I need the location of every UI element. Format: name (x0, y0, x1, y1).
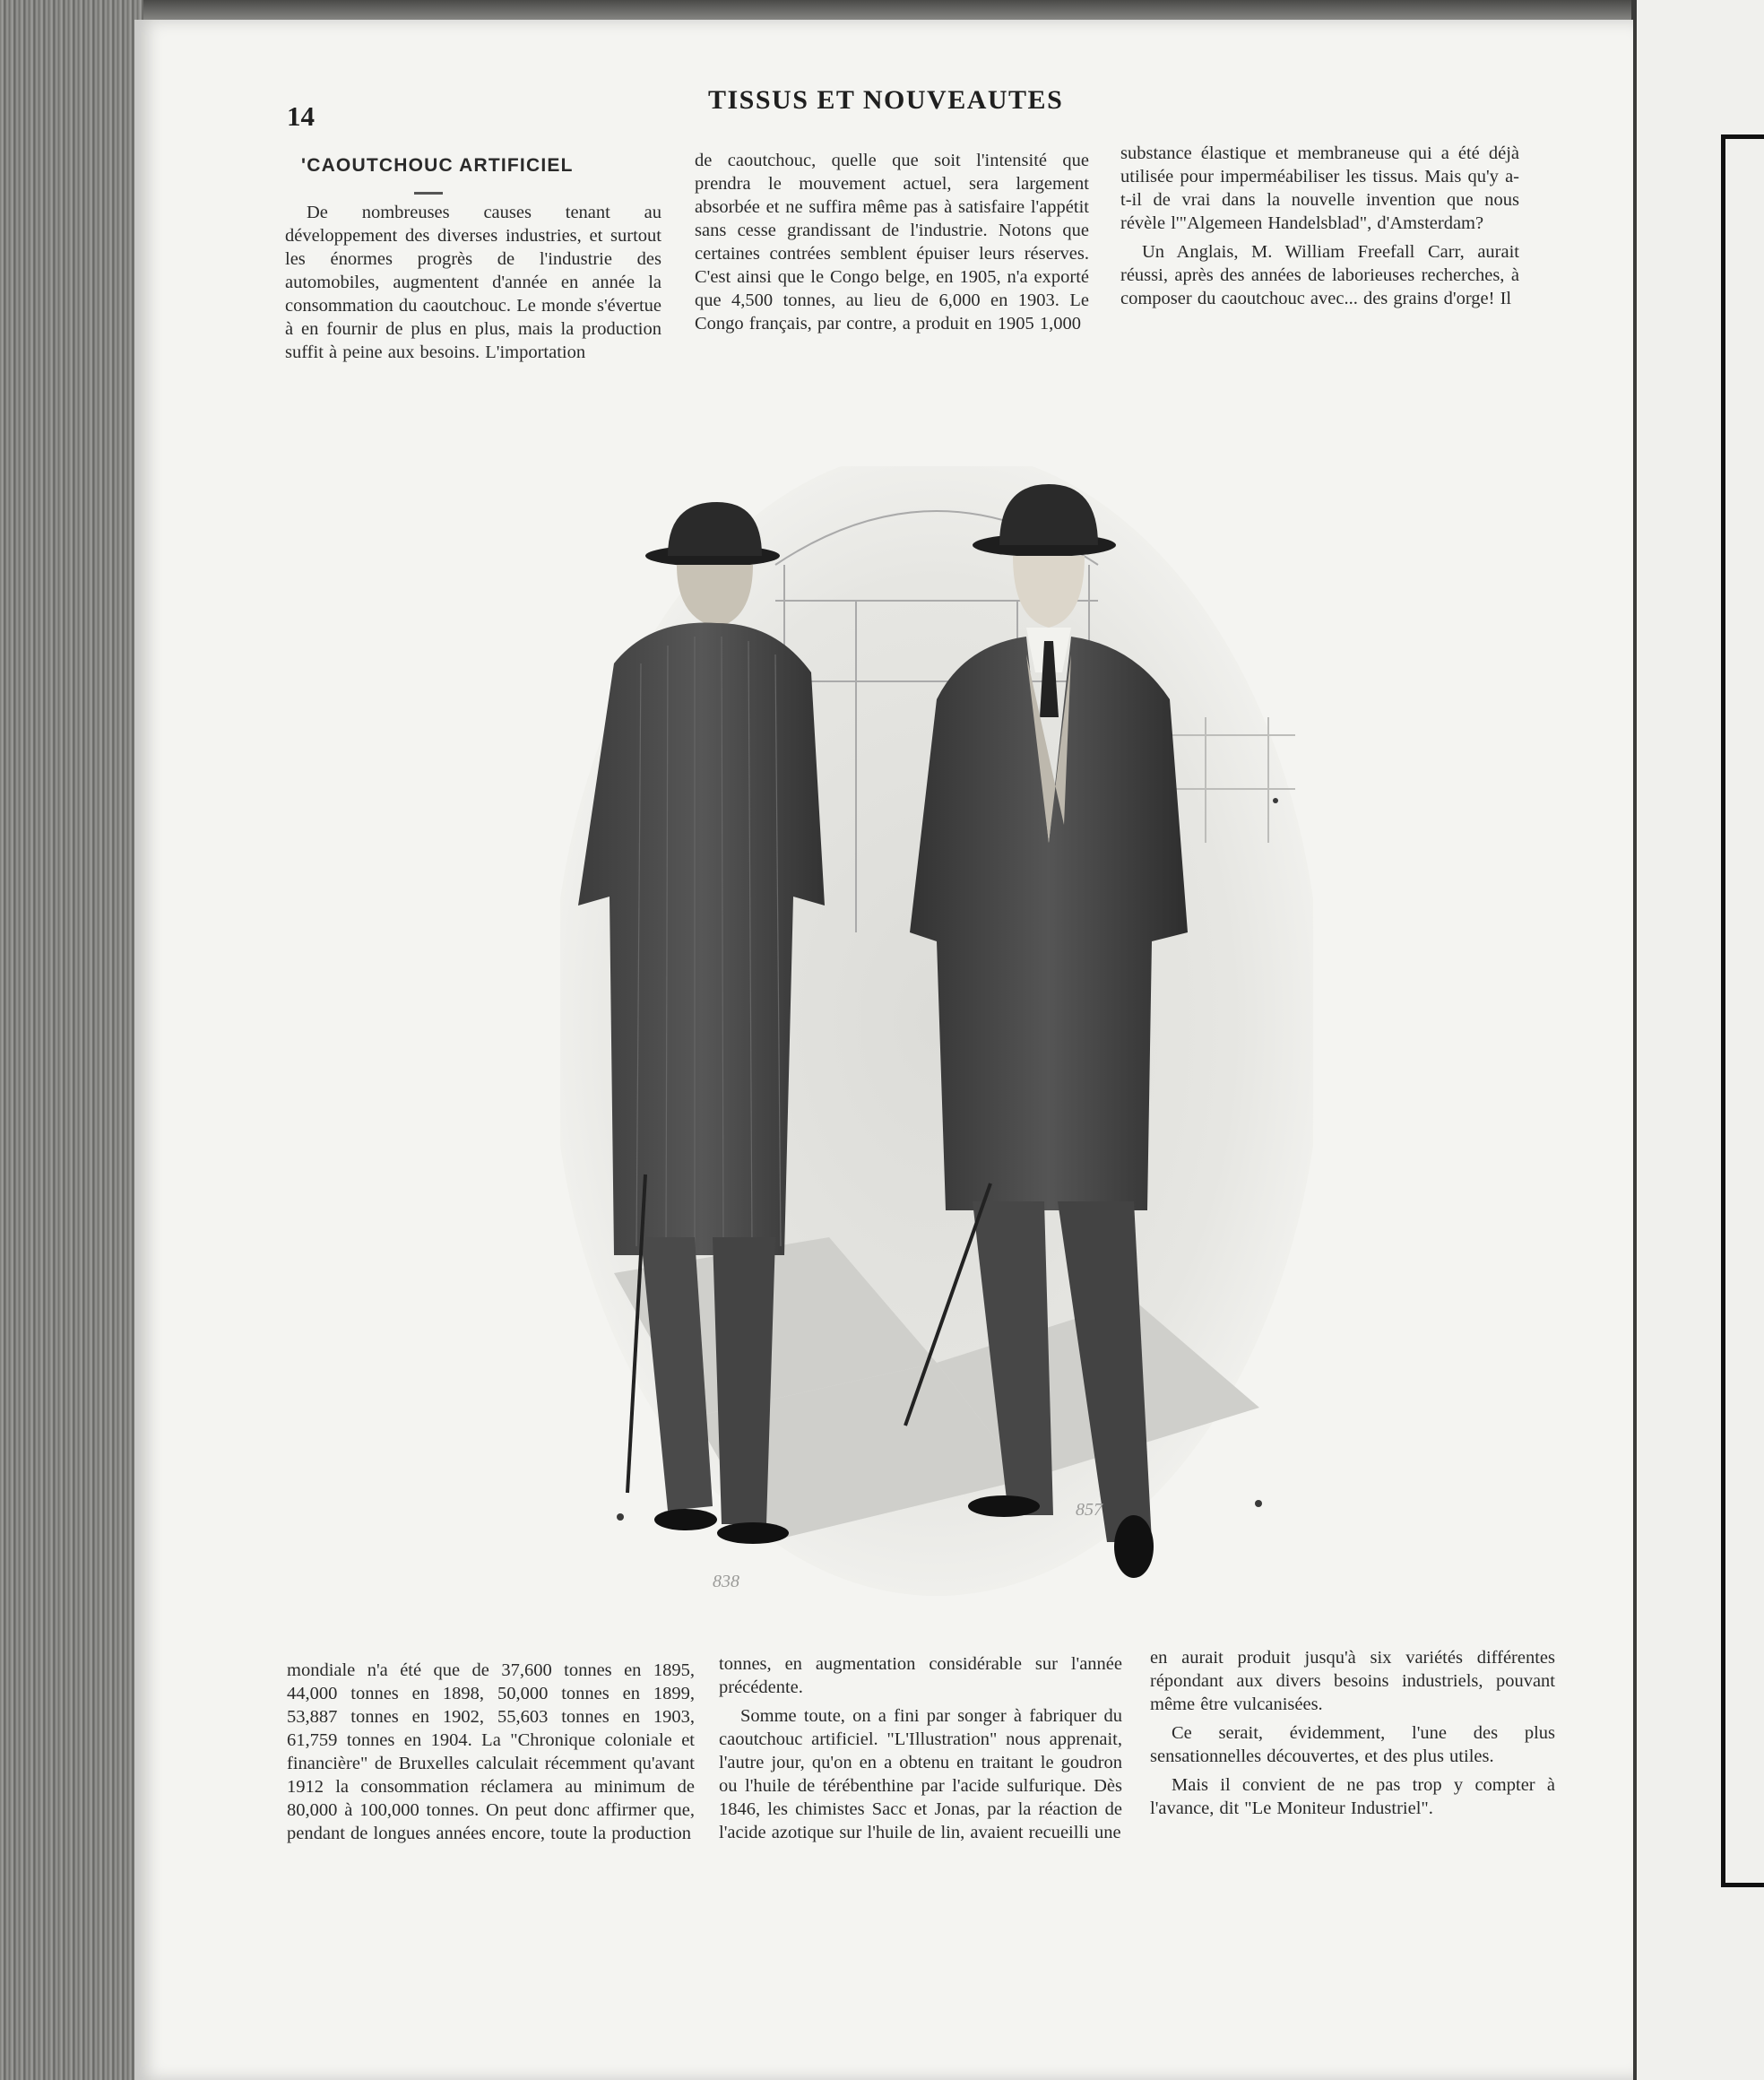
print-speck (1273, 798, 1278, 803)
title-rule (414, 192, 443, 195)
bottom-column-3 (1150, 1646, 1555, 1820)
running-head: TISSUS ET NOUVEAUTES (708, 85, 1064, 115)
paragraph: Somme toute, on a fini par songer à fabriquer du caoutchouc artificiel. "L'Illustration" nous apprenait, l'autre jour, qu'on en a obtenu en traitant le goudron ou l'huile de térébenthine par l'acide sulfurique. Dès 1846, les chimistes Sacc et Jonas, par la réaction de l'acide azotique sur l'huile de lin, avaient recueilli une (719, 1706, 1122, 1842)
print-speck (617, 1513, 624, 1521)
paragraph: mondiale n'a été que de 37,600 tonnes en 1895, 44,000 tonnes en 1898, 50,000 tonnes en 1899, 53,887 tonnes en 1902, 55,603 tonnes en 1903, 61,759 tonnes en 1904. La "Chronique coloniale et financière" de Bruxelles calculait récemment qu'avant 1912 la consommation réclamera au minimum de 80,000 à 100,000 tonnes. On peut donc affirmer que, pendant de longues années encore, toute la production (287, 1660, 695, 1843)
page-number: 14 (287, 100, 315, 132)
paragraph: De nombreuses causes tenant au développement des diverses industries, et surtout les énormes progrès de l'industrie des automobiles, augmentent d'année en année la consommation du caoutchouc. Le monde s'évertue à en fournir de plus en plus, mais la production suffit à peine aux besoins. L'importation (285, 203, 662, 362)
book-page-edges (0, 0, 143, 2080)
article-title (301, 155, 574, 177)
plate-number-right: 857 (1076, 1500, 1102, 1520)
paragraph: Ce serait, évidemment, l'une des plus sensationnelles découvertes, et des plus utiles. (1150, 1723, 1555, 1766)
plate-number-left: 838 (713, 1572, 739, 1591)
paragraph: Mais il convient de ne pas trop y compter à l'avance, dit "Le Moniteur Industriel". (1150, 1775, 1555, 1818)
bottom-column-2 (719, 1652, 1122, 1844)
fashion-plate-illustration (560, 466, 1313, 1596)
print-speck (1255, 1500, 1262, 1507)
paragraph: en aurait produit jusqu'à six variétés différentes répondant aux divers besoins industriels, pouvant même être vulcanisées. (1150, 1648, 1555, 1714)
paragraph: tonnes, en augmentation considérable sur l'année précédente. (719, 1654, 1122, 1697)
paragraph: Un Anglais, M. William Freefall Carr, aurait réussi, après des années de laborieuses recherches, à composer du caoutchouc avec... des grains d'orge! Il (1120, 242, 1519, 308)
bottom-column-1 (287, 1659, 695, 1845)
top-column-2 (695, 149, 1089, 335)
top-column-3 (1120, 142, 1519, 310)
paragraph: de caoutchouc, quelle que soit l'intensité que prendra le mouvement actuel, sera largement absorbée et ne suffira même pas à satisfaire l'appétit sans cesse grandissant de l'industrie. Notons que certaines contrées semblent épuiser leurs réserves. C'est ainsi que le Congo belge, en 1905, n'a exporté que 4,500 tonnes, au lieu de 6,000 en 1903. Le Congo français, par contre, a produit en 1905 1,000 (695, 151, 1089, 334)
title-mark: ' (301, 155, 307, 176)
paragraph: substance élastique et membraneuse qui a été déjà utilisée pour imperméabiliser les tissus. Mais qu'y a-t-il de vrai dans la nouvelle invention que nous révèle l'"Algemeen Handelsblad", d'Amsterdam? (1120, 143, 1519, 233)
article-title-text: CAOUTCHOUC ARTIFICIEL (307, 155, 574, 176)
facing-page-frame (1721, 134, 1764, 1887)
book-top-edge (0, 0, 1764, 22)
top-column-1 (285, 201, 662, 364)
